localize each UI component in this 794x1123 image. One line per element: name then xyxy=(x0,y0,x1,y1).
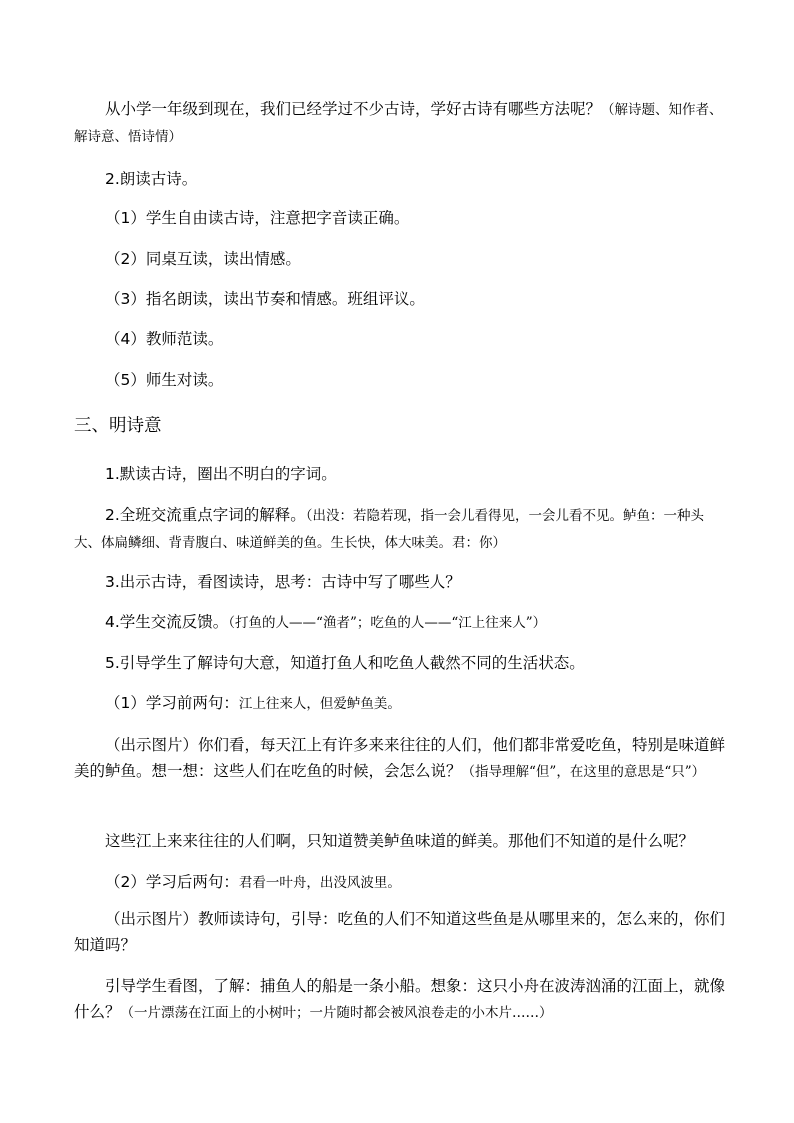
sec3-item-3: 3.出示古诗，看图读诗，思考：古诗中写了哪些人？ xyxy=(105,573,461,591)
boat-paragraph-text: 引导学生看图，了解：捕鱼人的船是一条小船。想象：这只小舟在波涛汹涌的江面上，就像什么？ xyxy=(74,977,726,1021)
picture-paragraph-1 xyxy=(74,732,726,785)
step2-item-4: （4）教师范读。 xyxy=(105,330,224,348)
sub-item-2-label: （2）学习后两句： xyxy=(105,873,239,891)
sub-item-2 xyxy=(105,869,726,896)
boat-paragraph-note: （一片漂荡在江面上的小树叶；一片随时都会被风浪卷走的小木片……） xyxy=(120,1005,553,1021)
sub-item-1-poem: 江上往来人，但爱鲈鱼美。 xyxy=(238,696,401,712)
sec3-item-5: 5.引导学生了解诗句大意，知道打鱼人和吃鱼人截然不同的生活状态。 xyxy=(105,654,585,672)
sub-item-1-label: （1）学习前两句： xyxy=(105,694,239,712)
sec3-item-4-note: （打鱼的人——“渔者”；吃鱼的人——“江上往来人”） xyxy=(228,615,547,631)
intro-paragraph xyxy=(74,96,726,150)
step2-item-3: （3）指名朗读，读出节奏和情感。班组评议。 xyxy=(105,290,425,308)
picture-paragraph-1-text: （出示图片）你们看，每天江上有许多来来往往的人们，他们都非常爱吃鱼，特别是味道鲜美的鲈鱼。想一想：这些人们在吃鱼的时候，会怎么说？ xyxy=(74,736,726,780)
picture-paragraph-1-note: （指导理解“但”，在这里的意思是“只”） xyxy=(461,764,706,780)
step2-title: 2.朗读古诗。 xyxy=(105,170,198,188)
sec3-item-1: 1.默读古诗，圈出不明白的字词。 xyxy=(105,465,337,483)
people-paragraph: 这些江上来来往往的人们啊，只知道赞美鲈鱼味道的鲜美。那他们不知道的是什么呢？ xyxy=(105,832,695,850)
intro-note: （解诗题、知作者、解诗意、悟诗情） xyxy=(74,102,723,145)
intro-text: 从小学一年级到现在，我们已经学过不少古诗，学好古诗有哪些方法呢？ xyxy=(105,100,602,118)
step2-item-5: （5）师生对读。 xyxy=(105,371,224,389)
picture-paragraph-2: （出示图片）教师读诗句，引导：吃鱼的人们不知道这些鱼是从哪里来的，怎么来的，你们知道吗？ xyxy=(74,910,726,954)
sub-item-2-poem: 君看一叶舟，出没风波里。 xyxy=(238,875,401,891)
sec3-item-4 xyxy=(74,609,726,636)
sec3-item-2-note: （出没：若隐若现，指一会儿看得见，一会儿看不见。鲈鱼：一种头大、体扁鳞细、背青腹白、味道鲜美的鱼。生长快，体大味美。君：你） xyxy=(74,508,705,551)
section-heading: 三、明诗意 xyxy=(74,416,162,436)
boat-paragraph xyxy=(74,973,726,1026)
sec3-item-4-text: 4.学生交流反馈。 xyxy=(105,613,229,631)
step2-item-1: （1）学生自由读古诗，注意把字音读正确。 xyxy=(105,209,410,227)
sec3-item-2 xyxy=(74,502,726,556)
sub-item-1 xyxy=(105,690,726,717)
sec3-item-2-text: 2.全班交流重点字词的解释。 xyxy=(105,506,306,524)
step2-item-2: （2）同桌互读，读出情感。 xyxy=(105,250,301,268)
